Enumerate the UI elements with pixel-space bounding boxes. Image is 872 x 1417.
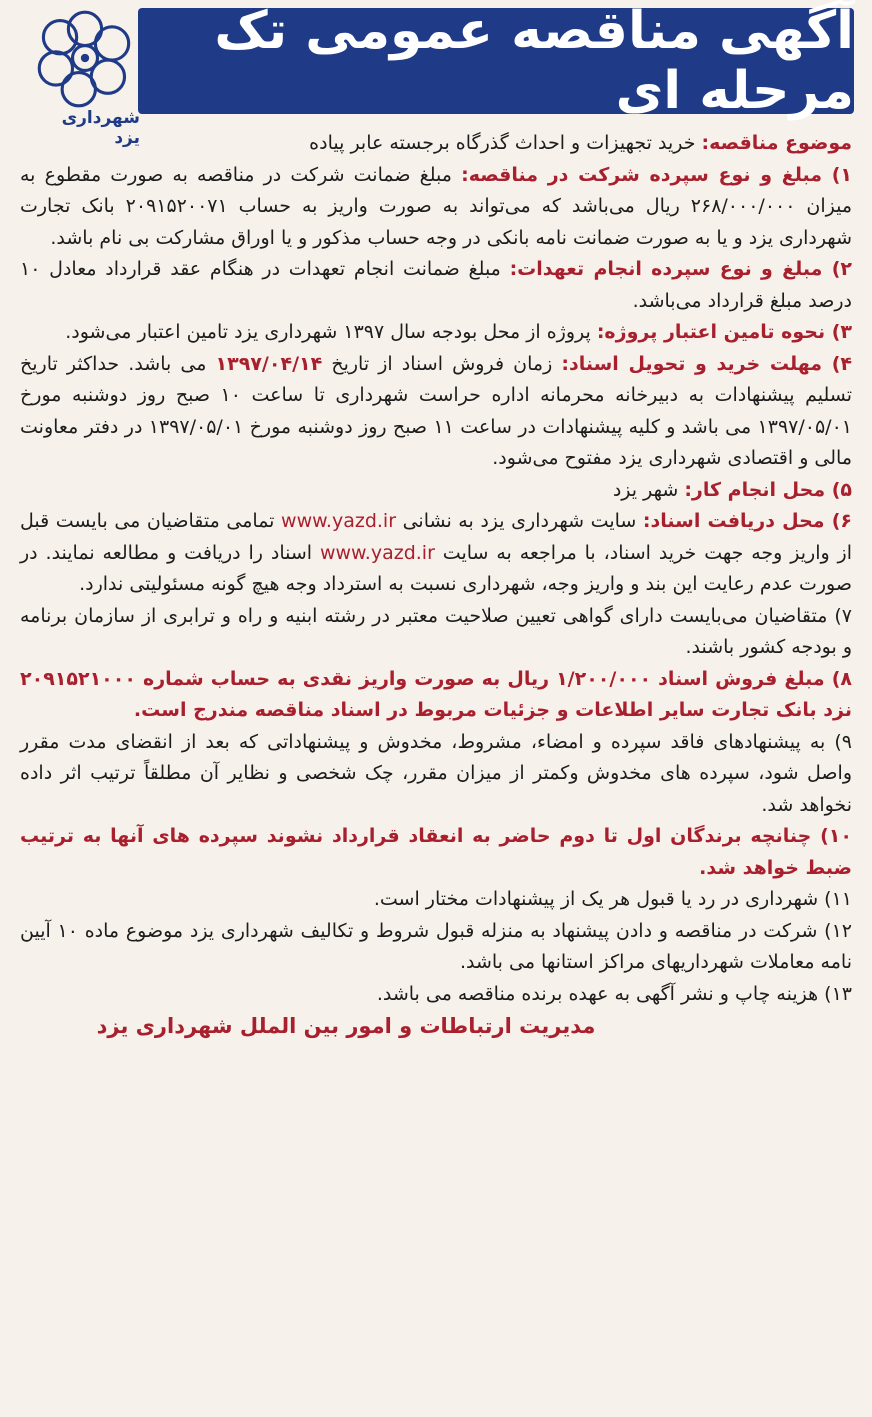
item-1-text: مبلغ ضمانت شرکت در مناقصه به صورت مقطوع به میزان ۲۶۸/۰۰۰/۰۰۰ ریال می‌باشد که می‌تواند به صورت واریز به حساب ۲۰۹۱۵۲۰۰۷۱ بانک تجارت شهرداری یزد و یا به صورت ضمانت نامه بانکی در وجه حساب مذکور و یا اوراق مشارکت بی نام باشد. [20, 163, 853, 249]
item-4-text-b: می باشد. حداکثر تاریخ تسلیم پیشنهادات به دبیرخانه محرمانه اداره حراست شهرداری تا ساعت ۱۰ صبح روز دوشنبه مورخ ۱۳۹۷/۰۵/۰۱ می باشد و کلیه پیشنهادات در ساعت ۱۱ صبح روز دوشنبه مورخ ۱۳۹۷/۰۵/۰۱ در دفتر معاونت مالی و اقتصادی شهرداری یزد مفتوح می‌شود. [20, 352, 852, 469]
flower-logo-icon [33, 6, 137, 110]
item-5 [20, 475, 852, 507]
subject-line [20, 128, 852, 160]
item-6 [20, 506, 852, 601]
item-2 [20, 254, 852, 317]
item-5-key: ۵) محل انجام کار: [684, 478, 852, 501]
item-8: ۸) مبلغ فروش اسناد ۱/۲۰۰/۰۰۰ ریال به صورت واریز نقدی به حساب شماره ۲۰۹۱۵۲۱۰۰۰ نزد بانک تجارت سایر اطلاعات و جزئیات مربوط در اسناد مناقصه مندرج است. [20, 667, 852, 721]
subject-text: خرید تجهیزات و احداث گذرگاه برجسته عابر پیاده [309, 132, 702, 154]
item-11: ۱۱) شهرداری در رد یا قبول هر یک از پیشنهادات مختار است. [373, 888, 852, 910]
item-9: ۹) به پیشنهادهای فاقد سپرده و امضاء، مشروط، مخدوش و پیشنهاداتی که بعد از انقضای مدت مقرر واصل شود، سپرده های مخدوش وکمتر از میزان مقرر، چک شخصی و نظایر آن مطلقاً ترتیب اثر داده نخواهد شد. [20, 730, 852, 816]
item-2-key: ۲) مبلغ و نوع سپرده انجام تعهدات: [509, 258, 852, 280]
notice-title: آگهی مناقصه عمومی تک مرحله ای [214, 1, 854, 121]
item-2-text: مبلغ ضمانت انجام تعهدات در هنگام عقد قرارداد معادل ۱۰ درصد مبلغ قرارداد می‌باشد. [20, 258, 852, 312]
logo-label: شهرداری یزد [61, 108, 140, 148]
item-7: ۷) متقاضیان می‌بایست دارای گواهی تعیین صلاحیت معتبر در رشته ابنیه و راه و ترابری از سازمان برنامه و بودجه کشور باشند. [20, 604, 852, 658]
item-1 [20, 160, 852, 255]
item-6-text-b: تمامی متقاضیان می بایست قبل از واریز وجه جهت خرید اسناد، با مراجعه به سایت [20, 510, 852, 564]
item-4 [20, 349, 852, 475]
item-4-key: ۴) مهلت خرید و تحویل اسناد: [561, 352, 852, 375]
item-12: ۱۲) شرکت در مناقصه و دادن پیشنهاد به منزله قبول شروط و تکالیف شهرداری یزد موضوع ماده ۱۰ آیین نامه معاملات شهرداریهای مراکز استانها می باشد. [20, 919, 852, 973]
website-link[interactable]: www.yazd.ir [281, 510, 397, 532]
item-4-date: ۱۳۹۷/۰۴/۱۴ [215, 352, 323, 375]
item-6-text-c: اسناد را دریافت و مطالعه نمایند. در صورت عدم رعایت این بند و واریز وجه، شهرداری نسبت به استرداد وجه هیچ گونه مسئولیتی ندارد. [20, 541, 852, 595]
item-13: ۱۳) هزینه چاپ و نشر آگهی به عهده برنده مناقصه می باشد. [376, 982, 852, 1005]
notice-body [10, 122, 862, 1010]
item-10: ۱۰) چنانچه برندگان اول تا دوم حاضر به انعقاد قرارداد نشوند سپرده های آنها به ترتیب ضبط خواهد شد. [20, 825, 852, 879]
item-3-text: پروژه از محل بودجه سال ۱۳۹۷ شهرداری یزد تامین اعتبار می‌شود. [65, 321, 597, 343]
title-banner [138, 1, 854, 121]
municipality-logo [30, 6, 140, 151]
item-1-key: ۱) مبلغ و نوع سپرده شرکت در مناقصه: [461, 163, 852, 186]
item-4-text-a: زمان فروش اسناد از تاریخ [322, 352, 562, 375]
subject-key: موضوع مناقصه: [701, 132, 852, 154]
item-6-text-a: سایت شهرداری یزد به نشانی [396, 510, 643, 532]
item-3 [20, 317, 852, 349]
item-5-text: شهر یزد [612, 478, 685, 501]
item-6-key: ۶) محل دریافت اسناد: [642, 510, 852, 532]
item-3-key: ۳) نحوه تامین اعتبار پروژه: [596, 321, 852, 343]
website-link-2[interactable]: www.yazd.ir [319, 541, 435, 564]
signature: مدیریت ارتباطات و امور بین الملل شهرداری یزد [96, 1014, 596, 1038]
